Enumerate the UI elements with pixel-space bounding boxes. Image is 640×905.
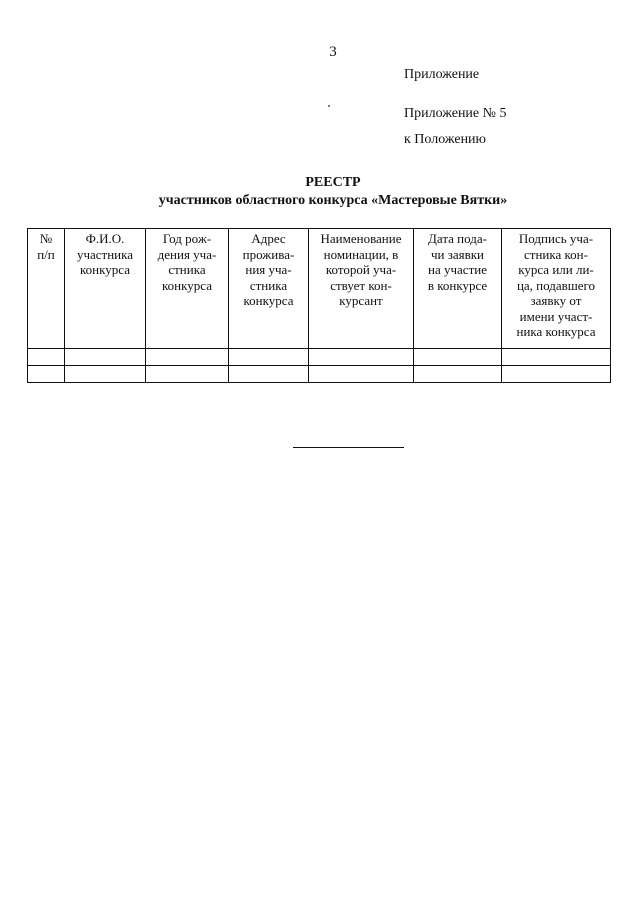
table-row bbox=[28, 366, 611, 383]
appendix-number: Приложение № 5 bbox=[404, 106, 507, 121]
column-header-line: на участие bbox=[428, 262, 487, 277]
column-header-line: прожива- bbox=[242, 246, 295, 262]
registry-table bbox=[27, 228, 611, 383]
column-header-line: чи заявки bbox=[430, 246, 485, 262]
column-header-application-date bbox=[414, 229, 502, 349]
table-cell bbox=[65, 349, 146, 366]
regulation-reference: к Положению bbox=[404, 132, 487, 147]
column-header-line: стника bbox=[249, 277, 288, 293]
column-header-line: участника bbox=[76, 246, 134, 262]
column-header-number bbox=[28, 229, 65, 349]
table-cell bbox=[146, 349, 229, 366]
page-number: 3 bbox=[329, 44, 337, 60]
table-cell bbox=[309, 349, 414, 366]
column-header-line: имени участ- bbox=[519, 308, 593, 324]
column-header-line: Ф.И.О. bbox=[85, 231, 125, 246]
table-cell bbox=[309, 366, 414, 383]
column-header-birth-year bbox=[146, 229, 229, 349]
column-header-line: Наименование bbox=[320, 231, 402, 246]
document-title: РЕЕСТР bbox=[305, 175, 361, 190]
appendix-label: Приложение bbox=[404, 67, 480, 82]
table-cell bbox=[28, 349, 65, 366]
table-cell bbox=[414, 349, 502, 366]
column-header-nomination bbox=[309, 229, 414, 349]
table-cell bbox=[28, 366, 65, 383]
table-cell bbox=[65, 366, 146, 383]
column-header-line: стника bbox=[168, 262, 206, 277]
closing-rule bbox=[293, 447, 404, 448]
column-header-line: № bbox=[39, 231, 53, 246]
table-cell bbox=[146, 366, 229, 383]
table-row bbox=[28, 349, 611, 366]
column-header-line: номинации, в bbox=[323, 246, 399, 262]
table-cell bbox=[502, 349, 611, 366]
column-header-line: конкурса bbox=[80, 262, 130, 277]
column-header-line: в конкурсе bbox=[427, 277, 488, 293]
column-header-line: ника конкурса bbox=[516, 324, 596, 339]
column-header-line: курсант bbox=[339, 293, 383, 308]
column-header-line: стника кон- bbox=[524, 246, 588, 262]
column-header-line: курса или ли- bbox=[518, 262, 594, 277]
column-header-line: конкурса bbox=[162, 277, 212, 293]
table-cell bbox=[414, 366, 502, 383]
column-header-line: Дата пода- bbox=[428, 231, 487, 246]
column-header-address bbox=[229, 229, 309, 349]
column-header-line: Адрес bbox=[251, 231, 286, 246]
column-header-line: заявку от bbox=[530, 293, 582, 308]
table-cell bbox=[229, 366, 309, 383]
column-header-line: ния уча- bbox=[245, 262, 292, 277]
scan-speck bbox=[328, 105, 330, 107]
document-subtitle: участников областного конкурса «Мастеровые Вятки» bbox=[158, 193, 508, 208]
column-header-line: п/п bbox=[37, 246, 55, 262]
table-header-row bbox=[28, 229, 611, 349]
column-header-line: дения уча- bbox=[157, 246, 217, 262]
column-header-line: ствует кон- bbox=[330, 277, 392, 293]
column-header-line: которой уча- bbox=[325, 262, 397, 277]
column-header-line: конкурса bbox=[243, 293, 294, 308]
column-header-signature bbox=[502, 229, 611, 349]
column-header-line: Подпись уча- bbox=[518, 231, 594, 246]
table-cell bbox=[502, 366, 611, 383]
column-header-line: Год рож- bbox=[162, 231, 212, 246]
column-header-line: ца, подавшего bbox=[516, 277, 596, 293]
column-header-name bbox=[65, 229, 146, 349]
table-cell bbox=[229, 349, 309, 366]
